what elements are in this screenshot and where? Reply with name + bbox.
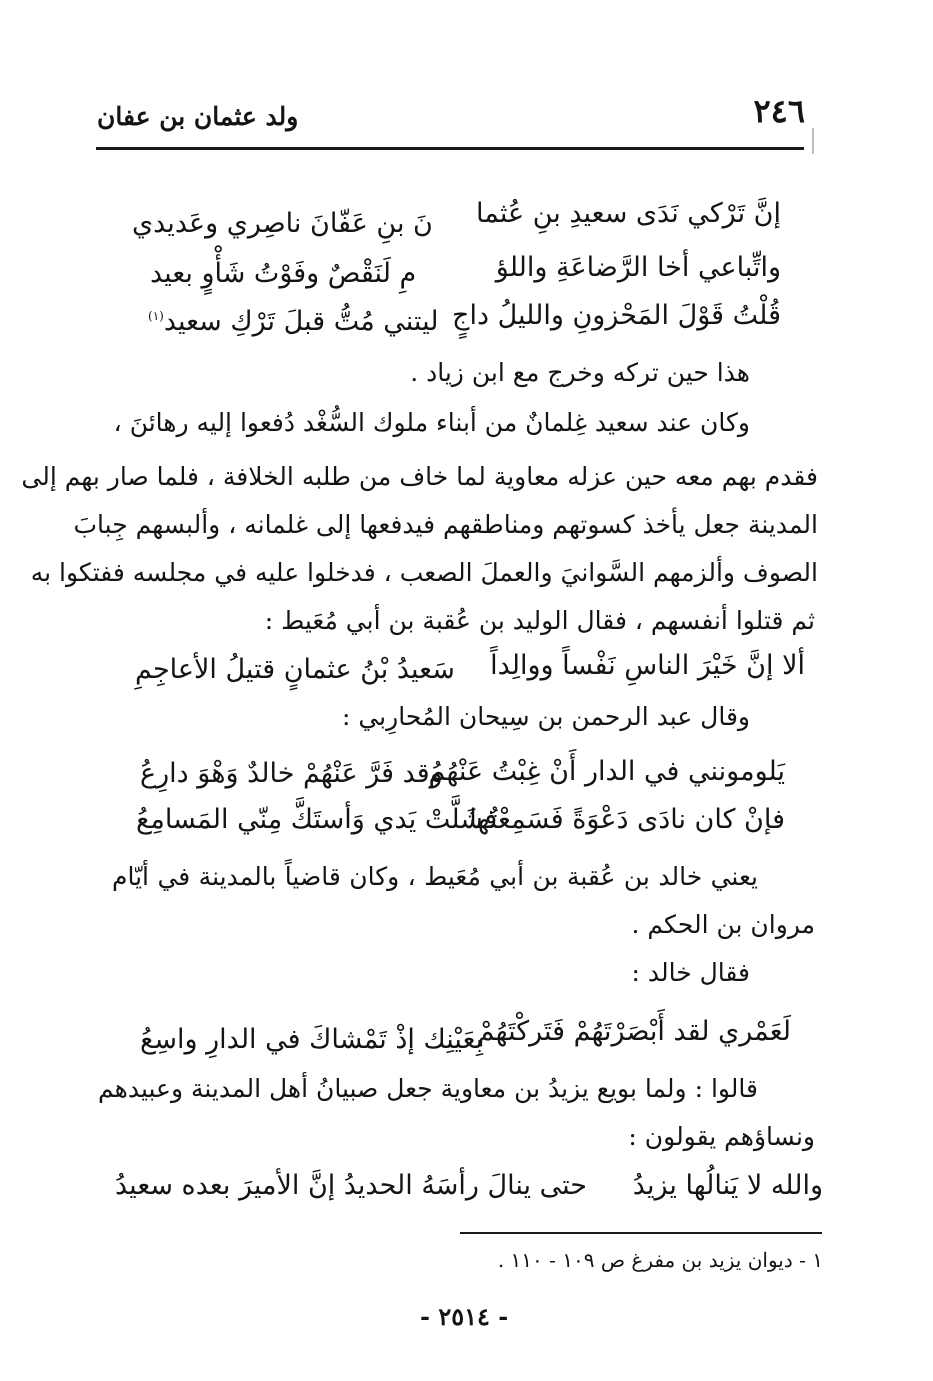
poem4-right: لَعَمْري لقد أَبْصَرْتَهُمْ فَتَركْتَهُمْ [477, 1016, 791, 1047]
paragraph-1: هذا حين تركه وخرج مع ابن زياد . [410, 358, 750, 387]
chant-line1: والله لا يَنالُها يزيدُ [632, 1170, 823, 1201]
paragraph-6-line1: قالوا : ولما بويع يزيدُ بن معاوية جعل صبيانُ أهل المدينة وعبيدهم [98, 1074, 758, 1103]
paragraph-4-line2: مروان بن الحكم . [631, 910, 815, 939]
paragraph-3: وقال عبد الرحمن بن سِيحان المُحارِبي : [341, 702, 750, 731]
poem1-line2-right: واتِّباعي أخا الرَّضاعَةِ واللؤ [495, 252, 781, 283]
paragraph-2-line2: فقدم بهم معه حين عزله معاوية لما خاف من طلبه الخلافة ، فلما صار بهم إلى [21, 462, 818, 491]
paragraph-4-line1: يعني خالد بن عُقبة بن أبي مُعَيط ، وكان قاضياً بالمدينة في أيّام [112, 862, 758, 891]
paragraph-6-line2: ونساؤهم يقولون : [628, 1122, 815, 1151]
paragraph-2-line4: الصوف وألزمهم السَّوانيَ والعملَ الصعب ، فدخلوا عليه في مجلسه ففتكوا به [30, 558, 818, 587]
paragraph-5: فقال خالد : [631, 958, 750, 987]
poem1-line1-left: نَ بنِ عَفّانَ ناصِري وعَديدي [132, 208, 433, 239]
footnote-marker: (١) [148, 309, 164, 323]
page-number: ٢٤٦ [753, 92, 805, 130]
poem1-line2-left: مِ لَنَقْصٌ وفَوْتُ شَأْوٍ بعيد [150, 258, 417, 289]
chant-line2: حتى ينالَ رأسَهُ الحديدُ [343, 1170, 587, 1201]
poem3-line2-left: فشَلَّتْ يَدي وَأستَكَّ مِنّي المَسامِعُ [136, 804, 498, 835]
running-title: ولد عثمان بن عفان [97, 102, 299, 131]
margin-mark [812, 128, 814, 154]
poem3-line1-right: يَلومونني في الدار أَنْ غِبْتُ عَنْهُمُ [428, 756, 785, 787]
poem1-line3-right: قُلْتُ قَوْلَ المَحْزونِ والليلُ داجٍ [452, 300, 781, 331]
footnote-rule [460, 1232, 822, 1234]
paragraph-2-line3: المدينة جعل يأخذ كسوتهم ومناطقهم فيدفعها إلى غلمانه ، وألبسهم جِبابَ [73, 510, 818, 539]
poem1-line1-right: إنَّ تَرْكي نَدَى سعيدِ بنِ عُثما [476, 198, 781, 229]
poem3-line2-right: فإنْ كان نادَى دَعْوَةً فَسَمِعْتُها [469, 804, 785, 835]
poem2-right: ألا إنَّ خَيْرَ الناسِ نَفْساً ووالِداً [490, 650, 805, 681]
poem2-left: سَعيدُ بْنُ عثمانٍ قتيلُ الأعاجِمِ [135, 654, 455, 685]
poem3-line1-left: وقد فَرَّ عَنْهُمْ خالدٌ وَهْوَ دارِعُ [140, 758, 443, 789]
chant-line3: إنَّ الأميرَ بعده سعيدُ [115, 1170, 336, 1201]
header-rule [96, 147, 804, 150]
footnote: ١ - ديوان يزيد بن مفرغ ص ١٠٩ - ١١٠ . [497, 1248, 823, 1272]
poem1-line3-left: ليتني مُتُّ قبلَ تَرْكِ سعيد$^{(١)}$ [148, 306, 439, 337]
bottom-page-number: - ٢٥١٤ - [420, 1302, 509, 1331]
paragraph-2-line1: وكان عند سعيد غِلمانٌ من أبناء ملوك السُّغْد دُفعوا إليه رهائنَ ، [113, 408, 750, 437]
paragraph-2-line5: ثم قتلوا أنفسهم ، فقال الوليد بن عُقبة بن أبي مُعَيط : [264, 606, 815, 635]
poem4-left: بِعَيْنِك إذْ تَمْشاكَ في الدارِ واسِعُ [140, 1024, 484, 1055]
